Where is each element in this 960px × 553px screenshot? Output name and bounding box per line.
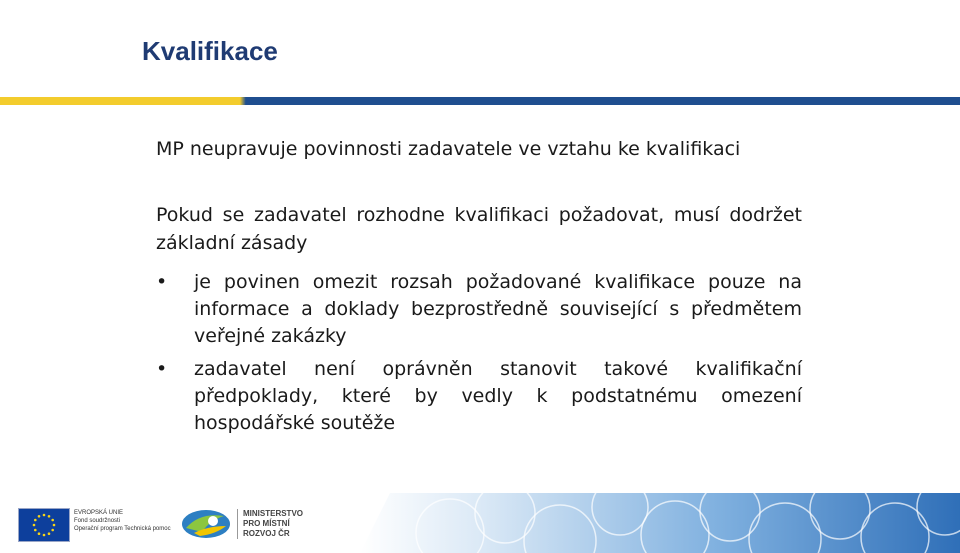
ministry-text-line: ROZVOJ ČR — [243, 529, 290, 538]
ministry-text-line: MINISTERSTVO — [243, 509, 304, 518]
bullet-item — [156, 356, 802, 437]
eu-logo-text — [74, 509, 172, 533]
eu-text-line: Fond soudržnosti — [74, 518, 121, 524]
ministry-text-line: PRO MÍSTNÍ — [243, 519, 290, 528]
bullet-list — [156, 269, 802, 437]
title-rule — [0, 97, 960, 105]
ministry-text — [243, 509, 323, 539]
bullet-marker: • — [156, 271, 168, 293]
bullet-text: zadavatel není oprávněn stanovit takové kvalifikační předpoklady, které by vedly k podstatnému omezení hospodářské soutěže — [194, 358, 802, 434]
eu-text-line: Operační program Technická pomoc — [74, 526, 171, 532]
bullet-marker: • — [156, 358, 168, 380]
mmr-divider — [237, 509, 238, 539]
paragraph-mp: MP neupravuje povinnosti zadavatele ve vztahu ke kvalifikaci — [156, 138, 741, 160]
bullet-item — [156, 269, 802, 350]
decorative-circles-band — [330, 493, 960, 553]
mmr-logo-icon — [180, 506, 232, 542]
eu-flag-icon — [18, 508, 70, 542]
slide-title: Kvalifikace — [142, 36, 278, 66]
bullet-text: je povinen omezit rozsah požadované kvalifikace pouze na informace a doklady bezprostředně související s předmětem veřejné zakázky — [194, 271, 802, 347]
eu-text-line: EVROPSKÁ UNIE — [74, 510, 124, 516]
slide-content — [156, 135, 802, 443]
paragraph-zadavatel: Pokud se zadavatel rozhodne kvalifikaci požadovat, musí dodržet základní zásady — [156, 204, 802, 254]
footer — [0, 493, 960, 553]
